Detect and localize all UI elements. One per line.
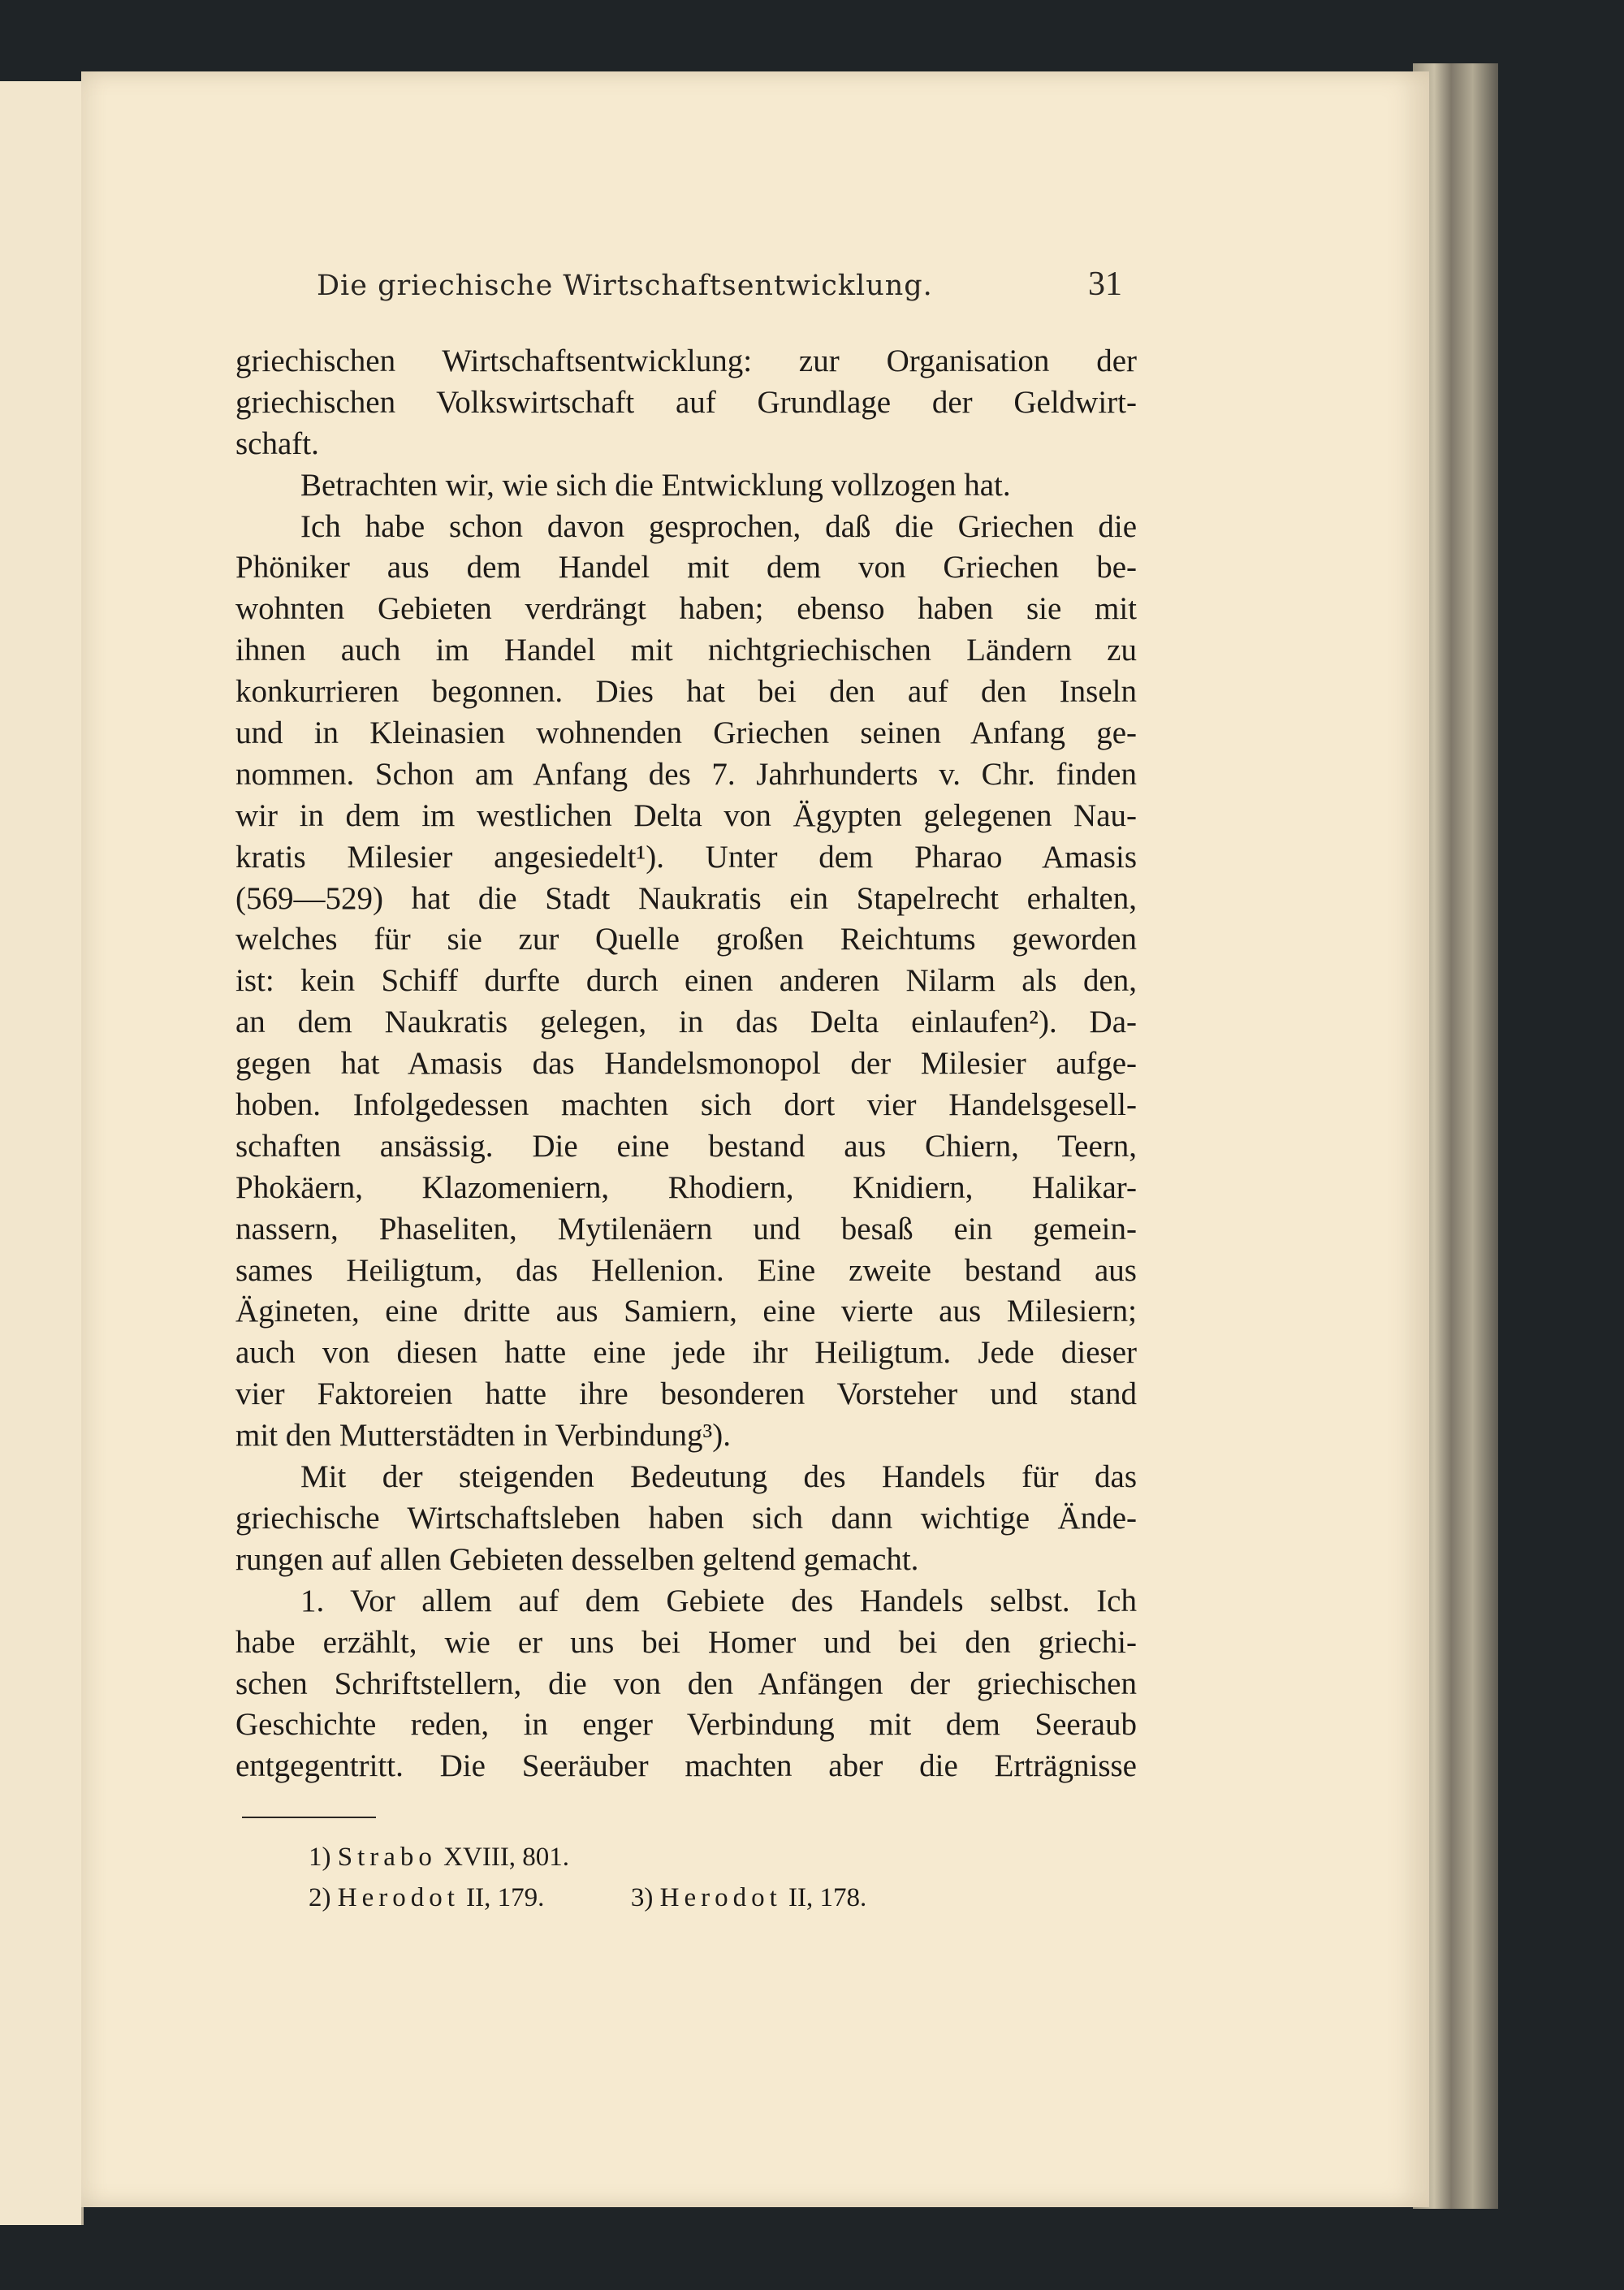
text-line: sames Heiligtum, das Hellenion. Eine zweite bestand aus (235, 1252, 1137, 1288)
text-line: nommen. Schon am Anfang des 7. Jahrhunderts v. Chr. finden (235, 756, 1137, 792)
text-line: und in Kleinasien wohnenden Griechen seinen Anfang ge- (235, 715, 1137, 751)
footnote-author: Strabo (337, 1843, 437, 1872)
text-line: Geschichte reden, in enger Verbindung mit dem Seeraub (235, 1707, 1137, 1743)
text-line: (569—529) hat die Stadt Naukratis ein Stapelrecht erhalten, (235, 880, 1137, 916)
text-line: hoben. Infolgedessen machten sich dort vier Handelsgesell- (235, 1087, 1137, 1123)
footnote-reference: II, 179. (466, 1883, 545, 1912)
text-line: griechische Wirtschaftsleben haben sich dann wichtige Ände- (235, 1500, 1137, 1536)
text-line: nassern, Phaseliten, Mytilenäern und besaß ein gemein- (235, 1211, 1137, 1247)
text-line: schaften ansässig. Die eine bestand aus Chiern, Teern, (235, 1128, 1137, 1164)
footnote-marker: 1) (309, 1843, 331, 1872)
text-line: kratis Milesier angesiedelt¹). Unter dem Pharao Amasis (235, 839, 1137, 875)
text-line: wohnten Gebieten verdrängt haben; ebenso haben sie mit (235, 591, 1137, 627)
footnote-reference: II, 178. (788, 1883, 867, 1912)
footnote-2 (309, 1877, 866, 1918)
footnote-author: Herodot (659, 1883, 782, 1912)
text-line: auch von diesen hatte eine jede ihr Heiligtum. Jede dieser (235, 1335, 1137, 1371)
text-line: Phöniker aus dem Handel mit dem von Griechen be- (235, 550, 1137, 585)
text-line: Betrachten wir, wie sich die Entwicklung vollzogen hat. (300, 467, 1011, 503)
text-line: Phokäern, Klazomeniern, Rhodiern, Knidiern, Halikar- (235, 1169, 1137, 1205)
text-line: schen Schriftstellern, die von den Anfängen der griechischen (235, 1666, 1137, 1701)
footnote-author: Herodot (337, 1883, 460, 1912)
text-line: wir in dem im westlichen Delta von Ägypten gelegenen Nau- (235, 797, 1137, 833)
text-line: habe erzählt, wie er uns bei Homer und bei den griechi- (235, 1624, 1137, 1660)
footnote-1 (309, 1837, 866, 1877)
footnotes (309, 1837, 866, 1918)
page-number: 31 (1088, 266, 1122, 303)
text-line: rungen auf allen Gebieten desselben geltend gemacht. (235, 1541, 919, 1577)
text-line: griechischen Volkswirtschaft auf Grundlage der Geldwirt- (235, 384, 1137, 420)
footnote-marker: 3) (630, 1883, 654, 1912)
text-line: Ägineten, eine dritte aus Samiern, eine vierte aus Milesiern; (235, 1294, 1137, 1329)
text-line: konkurrieren begonnen. Dies hat bei den auf den Inseln (235, 674, 1137, 710)
text-line: mit den Mutterstädten in Verbindung³). (235, 1418, 731, 1454)
text-line: ist: kein Schiff durfte durch einen anderen Nilarm als den, (235, 963, 1137, 999)
text-line: griechischen Wirtschaftsentwicklung: zur Organisation der (235, 344, 1137, 378)
text-line: welches für sie zur Quelle großen Reichtums geworden (235, 922, 1137, 957)
footnote-reference: XVIII, 801. (443, 1843, 570, 1872)
text-line: schaft. (235, 426, 319, 461)
text-line: an dem Naukratis gelegen, in das Delta einlaufen²). Da- (235, 1005, 1137, 1040)
body-text (235, 341, 1137, 1787)
previous-page-edge (0, 81, 84, 2225)
text-line: 1. Vor allem auf dem Gebiete des Handels selbst. Ich (300, 1583, 1137, 1618)
text-line: Ich habe schon davon gesprochen, daß die Griechen die (300, 508, 1137, 544)
text-line: Mit der steigenden Bedeutung des Handels für das (300, 1459, 1137, 1495)
running-title: Die griechische Wirtschaftsentwicklung. (317, 270, 933, 302)
text-line: gegen hat Amasis das Handelsmonopol der Milesier aufge- (235, 1046, 1137, 1082)
text-line: entgegentritt. Die Seeräuber machten aber die Erträgnisse (235, 1748, 1137, 1784)
text-line: vier Faktoreien hatte ihre besonderen Vorsteher und stand (235, 1376, 1137, 1412)
footnote-marker: 2) (309, 1883, 331, 1912)
text-line: ihnen auch im Handel mit nichtgriechischen Ländern zu (235, 633, 1137, 668)
footnote-divider (242, 1817, 376, 1818)
